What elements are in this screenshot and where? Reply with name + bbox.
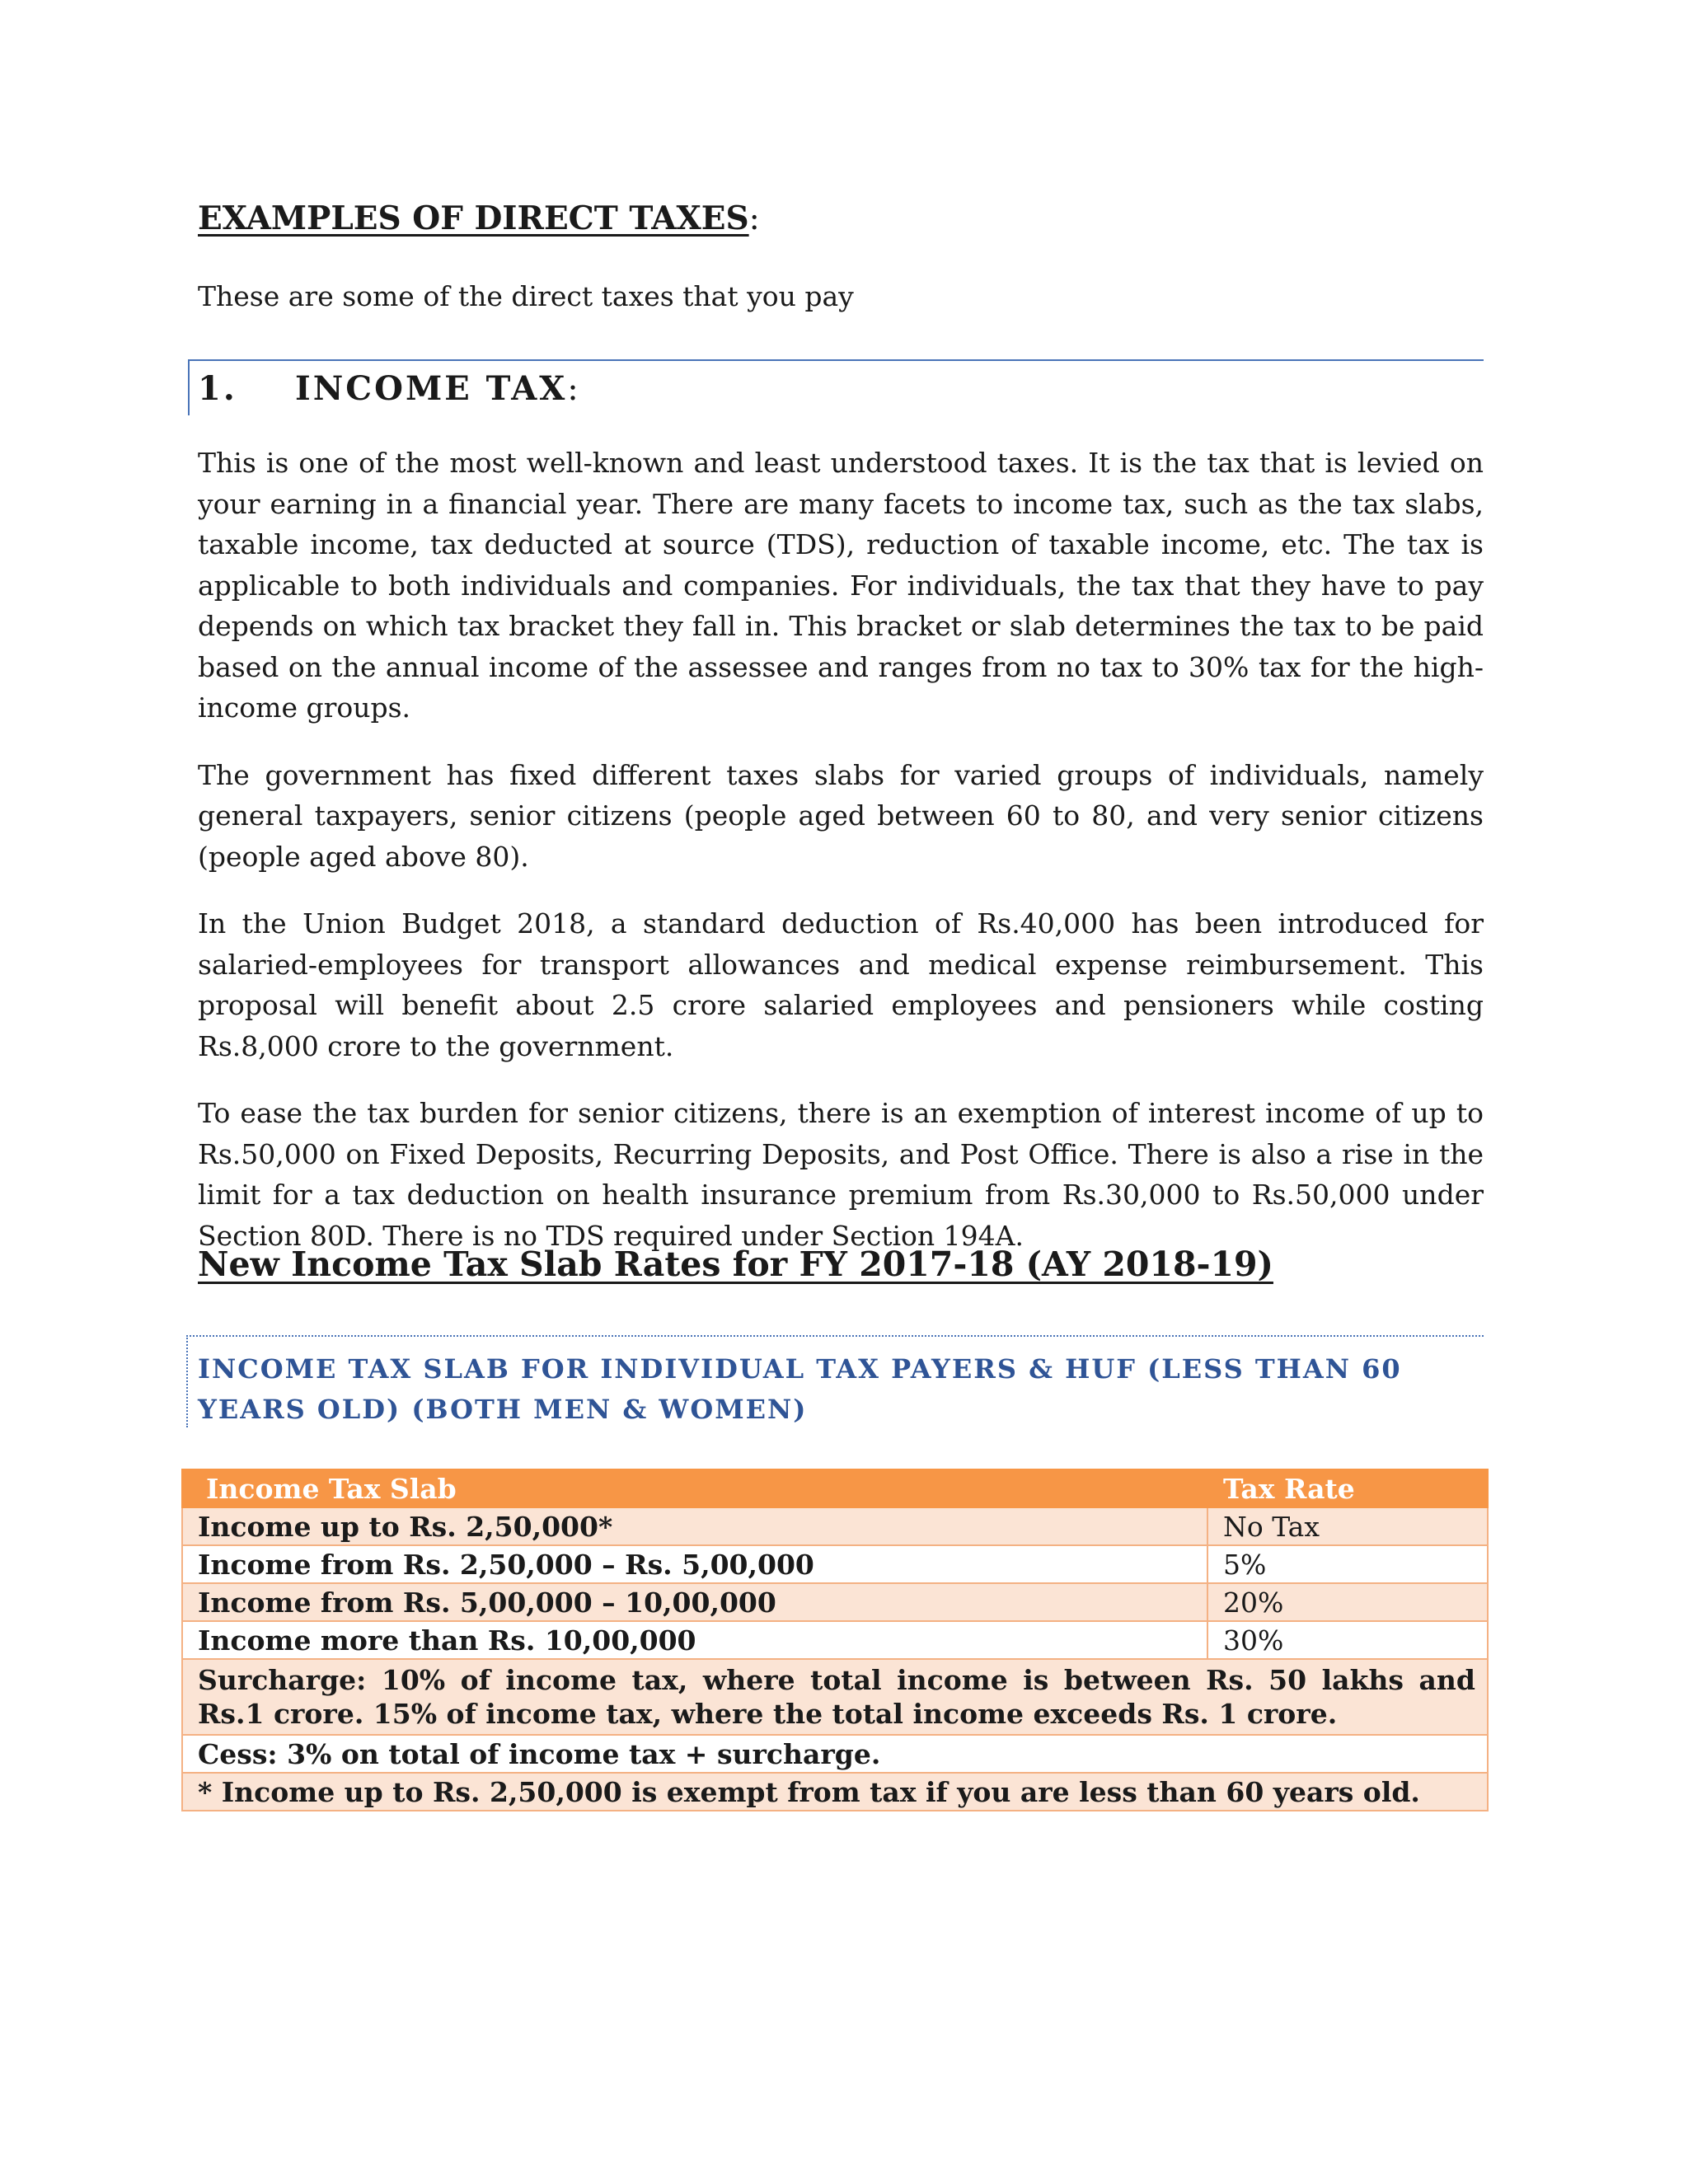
exemption-note: * Income up to Rs. 2,50,000 is exempt from tax if you are less than 60 years old. <box>182 1773 1488 1811</box>
paragraph: To ease the tax burden for senior citizens, there is an exemption of interest income of up to Rs.50,000 on Fixed Deposits, Recurring Deposits, and Post Office. There is also a rise in the limit for a tax deduction on health insurance premium from Rs.30,000 to Rs.50,000 under Section 80D. There is no TDS required under Section 194A. <box>198 1097 1484 1252</box>
table-row <box>182 1507 1488 1545</box>
rate-cell: 20% <box>1207 1583 1488 1621</box>
slab-rates-title: New Income Tax Slab Rates for FY 2017-18 (AY 2018-19) <box>198 1244 1273 1284</box>
table-header-row <box>182 1469 1488 1507</box>
body-paragraphs <box>198 443 1484 1282</box>
surcharge-note: Surcharge: 10% of income tax, where total income is between Rs. 50 lakhs and Rs.1 crore. 15% of income tax, where the total income exceeds Rs. 1 crore. <box>182 1659 1488 1735</box>
slab-cell: Income from Rs. 5,00,000 – 10,00,000 <box>182 1583 1207 1621</box>
paragraph: In the Union Budget 2018, a standard deduction of Rs.40,000 has been introduced for salaried-employees for transport allowances and medical expense reimbursement. This proposal will benefit about 2.5 crore salaried employees and pensioners while costing Rs.8,000 crore to the government. <box>198 907 1484 1062</box>
page-title-text: EXAMPLES OF DIRECT TAXES <box>198 199 749 237</box>
cess-note: Cess: 3% on total of income tax + surcharge. <box>182 1735 1488 1773</box>
paragraph: This is one of the most well-known and least understood taxes. It is the tax that is levied on your earning in a financial year. There are many facets to income tax, such as the tax slabs, taxable income, tax deducted at source (TDS), reduction of taxable income, etc. The tax is applicable to both individuals and companies. For individuals, the tax that they have to pay depends on which tax bracket they fall in. This bracket or slab determines the tax to be paid based on the annual income of the assessee and ranges from no tax to 30% tax for the high-income groups. <box>198 447 1484 724</box>
section-rule <box>188 359 1484 361</box>
section-heading-colon: : <box>567 370 579 408</box>
table-row <box>182 1545 1488 1583</box>
rate-cell: No Tax <box>1207 1507 1488 1545</box>
page-title-colon: : <box>748 200 760 237</box>
tax-slab-table <box>181 1469 1489 1811</box>
intro-text: These are some of the direct taxes that you pay <box>198 280 854 312</box>
slab-subheading: INCOME TAX SLAB FOR INDIVIDUAL TAX PAYERS & HUF (LESS THAN 60 YEARS OLD) (BOTH MEN & WOMEN) <box>198 1353 1402 1425</box>
header-income-tax-slab: Income Tax Slab <box>182 1469 1207 1507</box>
section-heading <box>198 369 579 408</box>
rate-cell: 30% <box>1207 1621 1488 1659</box>
table-row <box>182 1621 1488 1659</box>
slab-cell: Income up to Rs. 2,50,000* <box>182 1507 1207 1545</box>
paragraph: The government has fixed different taxes slabs for varied groups of individuals, namely general taxpayers, senior citizens (people aged between 60 to 80, and very senior citizens (people aged above 80). <box>198 758 1484 873</box>
table-note-row <box>182 1735 1488 1773</box>
slab-cell: Income more than Rs. 10,00,000 <box>182 1621 1207 1659</box>
header-tax-rate: Tax Rate <box>1207 1469 1488 1507</box>
slab-cell: Income from Rs. 2,50,000 – Rs. 5,00,000 <box>182 1545 1207 1583</box>
section-bar <box>188 359 190 415</box>
section-number: 1. <box>198 369 237 408</box>
rate-cell: 5% <box>1207 1545 1488 1583</box>
table-note-row <box>182 1659 1488 1735</box>
page-title <box>198 199 760 237</box>
table-row <box>182 1583 1488 1621</box>
table-note-row <box>182 1773 1488 1811</box>
section-heading-text: INCOME TAX <box>295 369 568 408</box>
